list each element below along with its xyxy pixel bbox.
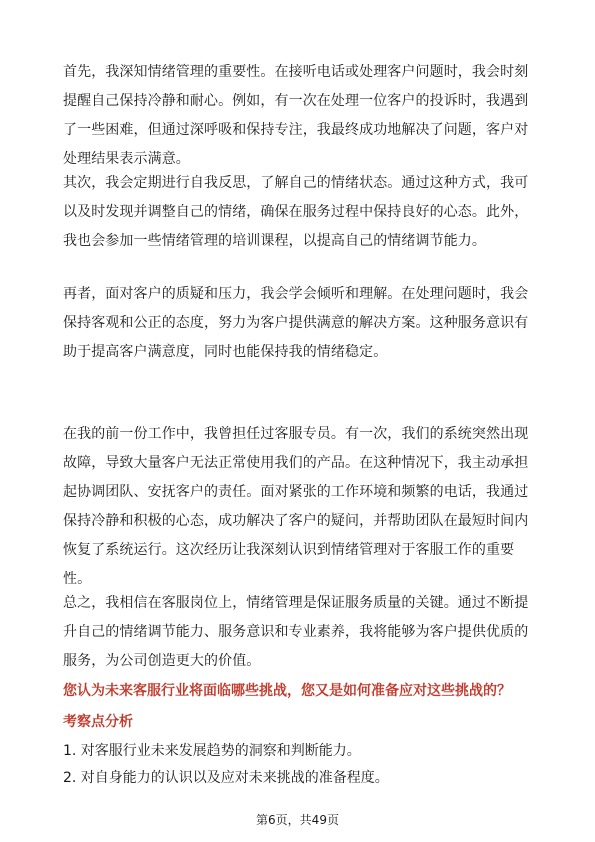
analysis-heading: 考察点分析 [63, 714, 133, 730]
paragraph-conclusion: 总之，我相信在客服岗位上，情绪管理是保证服务质量的关键。通过不断提升自己的情绪调节能力、服务意识和专业素养，我将能够为客户提供优质的服务，为公司创造更大的价值。 [63, 595, 529, 669]
paragraph-work-experience: 在我的前一份工作中，我曾担任过客服专员。有一次，我们的系统突然出现故障，导致大量客户无法正常使用我们的产品。在这种情况下，我主动承担起协调团队、安抚客户的责任。面对紧张的工作环境和频繁的电话，我通过保持冷静和积极的心态，成功解决了客户的疑问，并帮助团队在最短时间内恢复了系统运行。这次经历让我深刻认识到情绪管理对于客服工作的重要性。 [63, 426, 529, 587]
paragraph-listening: 再者，面对客户的质疑和压力，我会学会倾听和理解。在处理问题时，我会保持客观和公正的态度，努力为客户提供满意的解决方案。这种服务意识有助于提高客户满意度，同时也能保持我的情绪稳定。 [63, 286, 529, 360]
paragraph-self-reflection: 其次，我会定期进行自我反思，了解自己的情绪状态。通过这种方式，我可以及时发现并调整自己的情绪，确保在服务过程中保持良好的心态。此外，我也会参加一些情绪管理的培训课程，以提高自己的情绪调节能力。 [63, 175, 529, 249]
analysis-point: 2. 对自身能力的认识以及应对未来挑战的准备程度。 [63, 770, 389, 786]
interview-question: 您认为未来客服行业将面临哪些挑战，您又是如何准备应对这些挑战的？ [63, 683, 511, 699]
analysis-points [63, 739, 543, 793]
analysis-point: 1. 对客服行业未来发展趋势的洞察和判断能力。 [63, 743, 361, 759]
page-number: 第6页，共49页 [256, 813, 339, 827]
paragraph-emotion-importance: 首先，我深知情绪管理的重要性。在接听电话或处理客户问题时，我会时刻提醒自己保持冷静和耐心。例如，有一次在处理一位客户的投诉时，我遇到了一些困难，但通过深呼吸和保持专注，我最终成功地解决了问题，客户对处理结果表示满意。 [63, 64, 529, 167]
